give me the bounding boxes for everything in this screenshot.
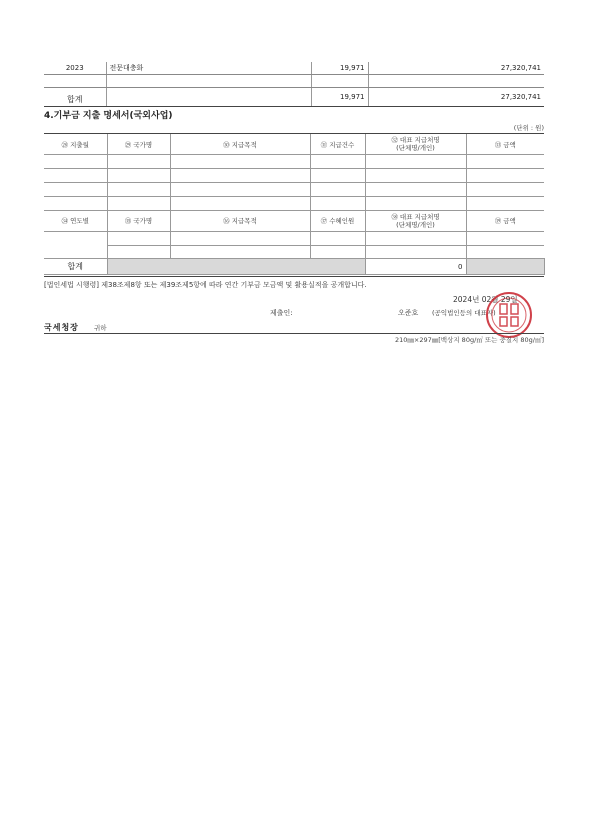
footer-rule (44, 333, 544, 334)
table-row (44, 183, 544, 197)
legal-notice: [법인세법 시행령] 제38조제8항 또는 제39조제5항에 따라 연간 기부금 모금액 및 활용실적을 공개합니다. (44, 281, 367, 289)
amount-cell: 27,320,741 (368, 62, 544, 75)
submitter-note: (공익법인등의 대표자) (432, 309, 496, 317)
grand-total-row (44, 259, 544, 275)
grand-total-label: 합계 (44, 259, 107, 275)
col-recipient: ㊳ 대표 지급처명 (단체명/개인) (365, 210, 466, 232)
header-row (44, 210, 544, 232)
col-payment-count: ㉛ 지급건수 (310, 134, 365, 155)
col-amount: ㊴ 금액 (466, 210, 544, 232)
recipient-title: 국세청장 (44, 323, 79, 332)
col-purpose: ㉚ 지급목적 (170, 134, 310, 155)
header-row (44, 134, 544, 155)
year-cell (44, 75, 106, 88)
table-row (44, 232, 544, 246)
count-cell: 19,971 (311, 62, 368, 75)
table-row (44, 245, 544, 259)
total-label: 합계 (44, 88, 106, 107)
grand-total-count: 0 (365, 259, 466, 275)
col-beneficiaries: ㊲ 수혜인원 (310, 210, 365, 232)
year-cell: 2023 (44, 62, 106, 75)
gray-cell (107, 259, 365, 275)
count-cell (311, 75, 368, 88)
submission-date: 2024년 02월 29일 (453, 295, 518, 304)
col-expense-month: ㉘ 지출월 (44, 134, 107, 155)
total-row (44, 88, 544, 107)
col-purpose: ㊱ 지급목적 (170, 210, 310, 232)
name-cell (106, 75, 311, 88)
submitter-name: 오준호 (398, 309, 419, 317)
col-country: ㉟ 국가명 (107, 210, 170, 232)
name-cell: 전문대충화 (106, 62, 311, 75)
col-country: ㉙ 국가명 (107, 134, 170, 155)
recipient-suffix: 귀하 (94, 324, 107, 332)
submitter-label: 제출인: (270, 309, 293, 317)
col-year: ㉞ 연도별 (44, 210, 107, 232)
table-row (44, 75, 544, 88)
col-amount: ㉝ 금액 (466, 134, 544, 155)
table-row (44, 155, 544, 169)
total-amount: 27,320,741 (368, 88, 544, 107)
carryover-table (44, 62, 544, 107)
table-row (44, 169, 544, 183)
amount-cell (368, 75, 544, 88)
table-row (44, 197, 544, 211)
expenditure-table (44, 134, 544, 211)
gray-cell (466, 259, 544, 275)
col-recipient: ㉜ 대표 지급처명 (단체명/개인) (365, 134, 466, 155)
section-title: 4.기부금 지출 명세서(국외사업) (44, 111, 173, 121)
beneficiary-table (44, 210, 544, 275)
table-row (44, 62, 544, 75)
unit-label: (단위 : 원) (513, 124, 544, 132)
paper-spec-note: 210㎜×297㎜[백상지 80g/㎡ 또는 중질지 80g/㎡] (394, 336, 544, 344)
total-count: 19,971 (311, 88, 368, 107)
table-bottom-rule (44, 276, 544, 277)
empty-cell (106, 88, 311, 107)
